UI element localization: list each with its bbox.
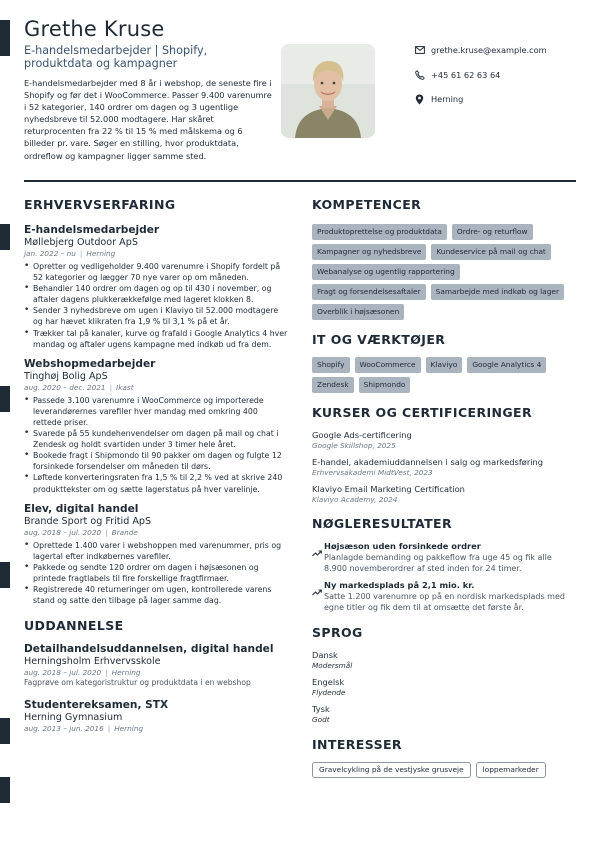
interest-tags (312, 762, 576, 778)
location-text: Herning (431, 94, 464, 105)
language-level: Modersmål (312, 661, 353, 671)
job-dates: aug. 2018 – jul. 2020 (24, 527, 102, 537)
education-dates: aug. 2018 – jul. 2020 (24, 668, 102, 678)
education-dates: aug. 2013 – jun. 2016 (24, 723, 104, 733)
phone-text: +45 61 62 63 64 (431, 69, 501, 80)
section-title-interests: INTERESSER (312, 737, 402, 753)
language-level: Godt (312, 715, 330, 725)
language-name: Tysk (312, 704, 330, 715)
job-headline: E-handelsmedarbejder | Shopify, produktdata og kampagner (24, 44, 208, 70)
job-company: Brande Sport og Fritid ApS (24, 515, 152, 527)
skill-tag: Produktoprettelse og produktdata (312, 224, 447, 240)
education-detail: Fagprøve om kategoristruktur og produktdata i en webshop (24, 678, 251, 688)
language-item (312, 677, 576, 698)
header-divider (24, 180, 576, 182)
language-item (312, 650, 576, 671)
education-meta: aug. 2013 – jun. 2016 | Herning (24, 723, 144, 733)
job-bullets (24, 261, 288, 350)
course-list (312, 430, 576, 505)
education-entry (24, 699, 288, 734)
trending-up-icon (312, 581, 324, 614)
language-name: Dansk (312, 650, 338, 661)
language-name: Engelsk (312, 677, 345, 688)
tool-tag: Shopify (312, 357, 350, 373)
bullet-item: • Oprettede 1.400 varer i webshoppen med varenummer, pris og lagertal efter indkøbernes varefiler. (24, 540, 288, 562)
section-title-results: NØGLERESULTATER (312, 516, 453, 531)
course-item (312, 457, 576, 478)
education-place: Herning (111, 668, 141, 678)
contact-location (414, 93, 584, 105)
accent-bar-edu-1 (0, 718, 10, 744)
education-school: Herningsholm Erhvervsskole (24, 656, 161, 668)
job-bullets (24, 395, 288, 495)
section-title-skills: KOMPETENCER (312, 197, 422, 212)
job-entry (24, 224, 288, 350)
results-list (312, 541, 576, 613)
mail-icon (414, 45, 425, 56)
job-place: Herning (86, 249, 116, 258)
job-place: Ikast (116, 382, 134, 392)
job-bullets (24, 540, 288, 607)
job-title: E-handelsmedarbejder (24, 224, 160, 236)
portrait-image (281, 44, 375, 138)
skill-tag: Overblik i højsæsonen (312, 304, 404, 320)
education-title: Studentereksamen, STX (24, 698, 169, 711)
contact-email[interactable] (414, 44, 584, 56)
result-item (312, 580, 576, 614)
bullet-item: • Trækker tal på kanaler, kurve og frafald i Google Analytics 4 hver mandag og aftaler ugens kampagne med indkøb ud fra dem. (24, 328, 288, 350)
interest-tag: Gravelcykling på de vestjyske grusveje (312, 762, 471, 778)
job-entry (24, 503, 288, 607)
result-description: Planlagde bemanding og pakkeflow fra uge 45 og fik alle 8.900 novemberordrer af sted inden for 24 timer. (324, 553, 552, 574)
map-pin-icon (414, 94, 425, 105)
course-name: Klaviyo Email Marketing Certification (312, 484, 465, 494)
education-school: Herning Gymnasium (24, 711, 123, 723)
bullet-item: • Bookede fragt i Shipmondo til 90 pakker om dagen og fulgte 12 forsinkede forsendelser om måneden til dørs. (24, 450, 288, 472)
job-dates: aug. 2020 – dec. 2021 (24, 382, 106, 392)
accent-bar-job-2 (0, 386, 10, 412)
course-item (312, 430, 576, 451)
section-title-education: UDDANNELSE (24, 618, 124, 634)
tools-tags (312, 357, 576, 393)
tool-tag: Shipmondo (359, 377, 411, 393)
education-place: Herning (114, 723, 144, 733)
skills-tags (312, 224, 576, 320)
job-place: Brande (111, 527, 138, 537)
result-description: Satte 1.200 varenumre op på en nordisk markedsplads med egne titler og fik dem til at omsætte det første år. (324, 591, 565, 612)
profile-summary: E-handelsmedarbejder med 8 år i webshop, de seneste fire i Shopify og før det i WooCommerce. Passer 9.400 varenumre i 52 kategorier, 140 ordrer om dagen og 3 ugentlige nyhedsbreve til 52.000 modtagere. Har skåret returprocenten fra 22 % til 15 % med målskema og 6 billeder pr. vare. Søger en stilling, hvor produktdata, ordreflow og kampagner ligger samme sted. (24, 78, 272, 161)
tool-tag: WooCommerce (355, 357, 421, 373)
course-name: Google Ads-certificering (312, 430, 412, 440)
profile-photo (281, 44, 375, 138)
result-item (312, 541, 576, 575)
skill-tag: Kampagner og nyhedsbreve (312, 244, 426, 260)
course-item (312, 484, 576, 505)
job-meta: aug. 2018 – jul. 2020 | Brande (24, 527, 138, 537)
section-title-experience: ERHVERVSERFARING (24, 197, 176, 212)
skill-tag: Ordre- og returflow (452, 224, 533, 240)
tool-tag: Zendesk (312, 377, 354, 393)
skill-tag: Samarbejde med indkøb og lager (431, 284, 564, 300)
bullet-item: • Registrerede 40 returneringer om ugen, kontrollerede varens stand og satte den tilbage på lager samme dag. (24, 584, 288, 606)
job-dates: jan. 2022 – nu (24, 249, 76, 258)
bullet-item: • Løftede konverteringsraten fra 1,5 % til 2,2 % ved at skrive 240 produkttekster om og sætte lagerstatus på hver varelinje. (24, 472, 288, 494)
email-text: grethe.kruse@example.com (431, 45, 547, 55)
education-entry (24, 643, 288, 689)
accent-bar-job-1 (0, 224, 10, 250)
job-title: Webshopmedarbejder (24, 357, 156, 370)
tool-tag: Klaviyo (426, 357, 463, 373)
job-title: Elev, digital handel (24, 502, 139, 515)
section-title-languages: SPROG (312, 625, 363, 641)
bullet-item: • Passede 3.100 varenumre i WooCommerce og importerede leverandørernes varefiler hver mandag med omkring 400 rettede priser. (24, 395, 288, 428)
result-title: Ny markedsplads på 2,1 mio. kr. (324, 579, 475, 590)
trending-up-icon (312, 542, 324, 575)
course-meta: Erhvervsakademi MidtVest, 2023 (312, 468, 433, 477)
phone-icon (414, 69, 425, 80)
job-entry (24, 358, 288, 495)
skill-tag: Fragt og forsendelsesaftaler (312, 284, 426, 300)
accent-bar-job-3 (0, 562, 10, 588)
interest-tag: loppemarkeder (476, 762, 546, 778)
job-company: Tinghøj Bolig ApS (24, 370, 108, 382)
tool-tag: Google Analytics 4 (467, 357, 546, 373)
education-meta: aug. 2018 – jul. 2020 | Herning (24, 668, 141, 678)
language-item (312, 704, 576, 725)
person-name: Grethe Kruse (24, 17, 165, 41)
skill-tag: Kundeservice på mail og chat (431, 244, 550, 260)
contact-phone[interactable] (414, 69, 584, 81)
skill-tag: Webanalyse og ugentlig rapportering (312, 264, 460, 280)
resume-header (24, 16, 576, 176)
section-title-tools: IT OG VÆRKTØJER (312, 332, 446, 347)
language-level: Flydende (312, 688, 346, 698)
accent-bar-edu-2 (0, 777, 10, 803)
bullet-item: • Behandler 140 ordrer om dagen og op til 430 i november, og aftaler dagens plukkerækkefølge med lageret klokken 8. (24, 283, 288, 305)
result-title: Højsæson uden forsinkede ordrer (324, 541, 481, 551)
bullet-item: • Sender 3 nyhedsbreve om ugen i Klaviyo til 52.000 modtagere og har hævet klikraten fra 1,9 % til 3,1 % på et år. (24, 305, 288, 327)
language-list (312, 650, 576, 725)
left-column (24, 197, 288, 734)
right-column (312, 197, 576, 778)
bullet-item: • Pakkede og sendte 120 ordrer om dagen i højsæsonen og printede fragtlabels til fire forskellige fragtfirmaer. (24, 562, 288, 584)
job-meta: aug. 2020 – dec. 2021 | Ikast (24, 382, 134, 392)
bullet-item: • Opretter og vedligeholder 9.400 varenumre i Shopify fordelt på 52 kategorier og lægger 70 nye varer op om måneden. (24, 261, 288, 283)
job-company: Møllebjerg Outdoor ApS (24, 237, 138, 248)
education-title: Detailhandelsuddannelsen, digital handel (24, 643, 274, 656)
bullet-item: • Svarede på 55 kundehenvendelser om dagen på mail og chat i Zendesk og holdt svartiden under 3 timer hele året. (24, 428, 288, 450)
course-name: E-handel, akademiuddannelsen i salg og markedsføring (312, 457, 544, 467)
accent-bar-header (0, 20, 10, 56)
job-meta: jan. 2022 – nu | Herning (24, 249, 116, 258)
course-meta: Klaviyo Academy, 2024 (312, 495, 398, 504)
course-meta: Google Skillshop, 2025 (312, 441, 396, 450)
contact-block (414, 44, 584, 118)
section-title-courses: KURSER OG CERTIFICERINGER (312, 405, 533, 420)
